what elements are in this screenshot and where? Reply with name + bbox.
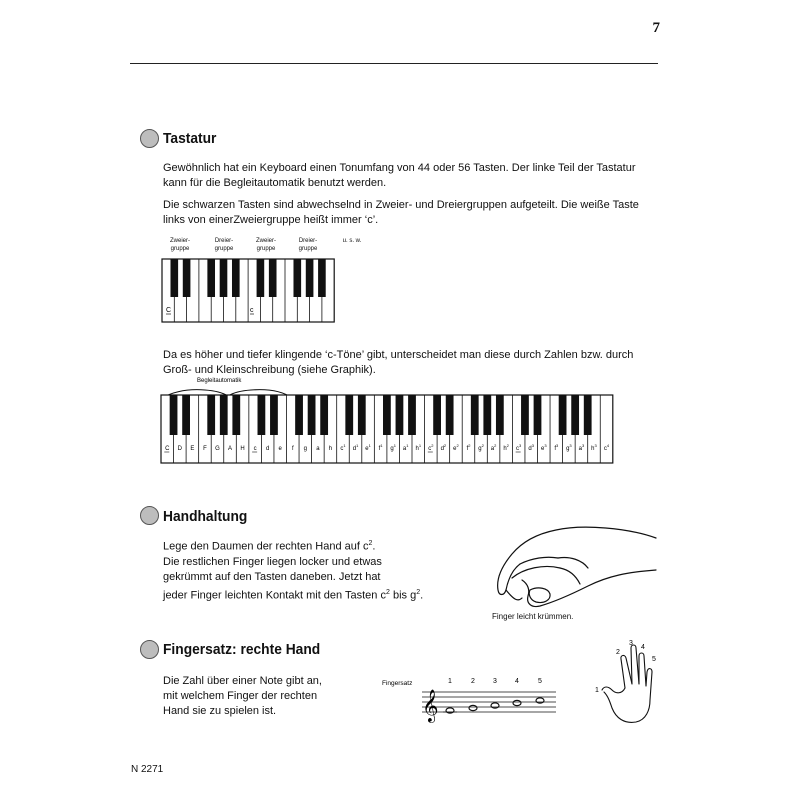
text-line: Gewöhnlich hat ein Keyboard einen Tonumfang von 44 oder 56 Tasten. Der linke Teil der Tastatur: [163, 162, 636, 174]
black-key: [396, 395, 404, 435]
black-key: [170, 259, 178, 297]
text-span: bis g: [389, 589, 417, 602]
black-key: [293, 259, 301, 297]
key-note-label: H: [240, 446, 245, 452]
group-label: [207, 237, 241, 253]
black-key: [220, 259, 228, 297]
text-span: .: [420, 589, 424, 602]
text-span: jeder Finger leichten Kontakt mit den Tasten c: [163, 589, 386, 602]
group-label-line: gruppe: [298, 246, 318, 252]
treble-clef-icon: 𝄞: [422, 690, 439, 721]
black-key: [584, 395, 592, 435]
key-note-label: $d^1$: [352, 443, 359, 452]
text-span: Lege den Daumen der rechten Hand auf c: [163, 540, 369, 553]
superscript: 2: [385, 588, 390, 596]
small-key-label-c: c: [250, 307, 254, 314]
finger-number: 4: [515, 678, 519, 685]
black-key: [408, 395, 416, 435]
text-line: Hand sie zu spielen ist.: [163, 705, 277, 717]
key-note-label: $c^4$: [603, 443, 610, 452]
black-key: [257, 259, 265, 297]
page-number: 7: [652, 20, 660, 36]
section-bullet-icon: [140, 640, 159, 659]
black-key: [306, 259, 314, 297]
key-note-label: $f^1$: [378, 443, 383, 452]
black-key: [358, 395, 366, 435]
group-label-line: Dreier-: [298, 238, 318, 244]
black-key: [446, 395, 454, 435]
hand-crease: [560, 568, 580, 584]
text-line: [163, 585, 463, 604]
handhaltung-paragraph: [163, 536, 463, 603]
text-line: mit welchem Finger der rechten: [163, 690, 318, 702]
staff-label: Fingersatz: [382, 680, 413, 687]
small-key-label-C: C: [166, 307, 172, 314]
group-label-line: Dreier-: [214, 238, 234, 244]
key-note-label: $h^3$: [591, 443, 597, 452]
text-line: Die Zahl über einer Note gibt an,: [163, 675, 322, 687]
black-key: [207, 395, 215, 435]
key-note-label: C: [165, 446, 170, 452]
small-keyboard: [161, 258, 337, 324]
key-note-label: F: [203, 446, 207, 452]
hand-finger-number: 5: [652, 656, 656, 663]
section-title-tastatur: Tastatur: [163, 130, 217, 147]
group-label: [249, 237, 283, 253]
group-label-line: gruppe: [214, 246, 234, 252]
key-note-label: $c^1$: [340, 443, 346, 452]
group-label: [291, 237, 325, 253]
black-key: [183, 259, 191, 297]
text-line: kann für die Begleitautomatik benutzt werden.: [163, 177, 387, 189]
black-key: [269, 259, 277, 297]
black-key: [220, 395, 228, 435]
key-note-label: f: [291, 446, 294, 452]
key-note-label: $h^1$: [415, 443, 422, 452]
key-note-label: $e^1$: [365, 443, 371, 452]
key-note-label: a: [316, 446, 320, 452]
group-label-line: Zweier-: [169, 238, 190, 244]
key-note-label: $g^3$: [566, 443, 572, 452]
text-line: [163, 536, 463, 555]
black-key: [571, 395, 579, 435]
black-key: [182, 395, 190, 435]
finger-number: 2: [471, 678, 475, 685]
section-bullet-icon: [140, 129, 159, 148]
hand-crease: [558, 557, 588, 568]
key-note-label: $e^3$: [540, 443, 547, 452]
black-key: [308, 395, 316, 435]
full-keyboard: [160, 374, 616, 466]
hand-finger-number: 1: [595, 687, 599, 694]
black-key: [559, 395, 567, 435]
key-note-label: $c^3$: [516, 443, 522, 452]
hand-outline-back: [498, 527, 656, 594]
black-key: [483, 395, 491, 435]
group-label-line: u. s. w.: [342, 238, 362, 244]
black-key: [534, 395, 542, 435]
finger-middle-outline: [631, 645, 639, 684]
finger-outline: [506, 590, 522, 600]
thumb-outline: [602, 687, 625, 693]
hand-finger-number: 4: [641, 644, 645, 651]
text-line: Da es höher und tiefer klingende ‘c-Töne’ gibt, unterscheidet man diese durch Zahlen bzw. durch: [163, 349, 634, 361]
key-note-label: E: [190, 446, 195, 452]
key-note-label: $d^2$: [440, 443, 447, 452]
section-title-fingersatz: Fingersatz: rechte Hand: [163, 641, 321, 658]
begleitautomatik-label: Begleitautomatik: [197, 378, 242, 384]
key-note-label: D: [177, 446, 182, 452]
finger-index-outline: [621, 655, 632, 688]
black-key: [232, 395, 240, 435]
black-key: [170, 395, 178, 435]
text-line: Groß- und Kleinschreibung (siehe Graphik).: [163, 364, 376, 376]
black-key: [270, 395, 278, 435]
section-bullet-icon: [140, 506, 159, 525]
tastatur-paragraph-1: [163, 161, 683, 191]
text-line: Die schwarzen Tasten sind abwechselnd in Zweier- und Dreiergruppen aufgeteilt. Die weiße Taste: [163, 199, 639, 211]
key-note-label: c: [253, 446, 257, 452]
key-note-label: G: [215, 446, 220, 452]
text-line: links von einerZweiergruppe heißt immer ‘c’.: [163, 214, 379, 226]
whole-note: [469, 705, 477, 710]
key-note-label: $a^1$: [402, 443, 409, 452]
fingersatz-paragraph: [163, 674, 383, 719]
section-title-handhaltung: Handhaltung: [163, 508, 248, 525]
hand-caption: Finger leicht krümmen.: [492, 612, 574, 621]
key-note-label: g: [303, 446, 307, 452]
finger-outline: [512, 566, 560, 578]
finger-number: 3: [493, 678, 497, 685]
black-key: [258, 395, 266, 435]
key-note-label: d: [266, 446, 270, 452]
black-key: [433, 395, 441, 435]
text-span: .: [372, 540, 376, 553]
black-key: [232, 259, 240, 297]
group-label-line: Zweier-: [255, 238, 276, 244]
tastatur-paragraph-2: [163, 198, 683, 228]
black-key: [320, 395, 328, 435]
group-label-line: gruppe: [170, 246, 190, 252]
group-label: [163, 237, 197, 253]
black-key: [318, 259, 326, 297]
hand-outline: [604, 669, 652, 723]
black-key: [496, 395, 504, 435]
music-staff: [380, 672, 560, 724]
finger-ring-outline: [639, 653, 646, 686]
group-label-line: gruppe: [256, 246, 276, 252]
key-note-label: h: [328, 446, 333, 452]
finger-number: 5: [538, 678, 542, 685]
key-note-label: $g^2$: [478, 443, 484, 452]
hand-finger-number: 2: [616, 649, 620, 656]
black-key: [521, 395, 529, 435]
black-key: [345, 395, 353, 435]
key-note-label: $e^2$: [453, 443, 459, 452]
black-key: [207, 259, 215, 297]
whole-note: [513, 700, 521, 705]
superscript: 2: [368, 540, 373, 547]
black-key: [383, 395, 391, 435]
black-key: [471, 395, 479, 435]
footer-code: N 2271: [131, 764, 164, 775]
group-label: [335, 237, 369, 245]
hand-finger-number: 3: [629, 640, 633, 647]
key-note-label: $h^2$: [503, 443, 509, 452]
header-rule: [130, 63, 658, 64]
text-line: Die restlichen Finger liegen locker und etwas: [163, 555, 382, 568]
key-note-label: $g^1$: [390, 443, 396, 452]
superscript: 2: [416, 588, 421, 596]
key-note-label: $c^2$: [428, 443, 434, 452]
text-line: gekrümmt auf den Tasten daneben. Jetzt hat: [163, 570, 381, 583]
key-note-label: e: [278, 446, 282, 452]
thumbnail-outline: [529, 588, 550, 603]
curved-hand-illustration: [488, 520, 658, 612]
key-note-label: $d^3$: [528, 443, 535, 452]
key-note-label: $f^3$: [554, 443, 559, 452]
key-note-label: $a^2$: [490, 443, 497, 452]
key-note-label: $a^3$: [578, 443, 585, 452]
key-note-label: $f^2$: [466, 443, 471, 452]
finger-outline: [520, 557, 558, 564]
open-hand-illustration: [592, 636, 660, 728]
finger-number: 1: [448, 678, 452, 685]
key-note-label: A: [228, 446, 233, 452]
black-key: [295, 395, 303, 435]
